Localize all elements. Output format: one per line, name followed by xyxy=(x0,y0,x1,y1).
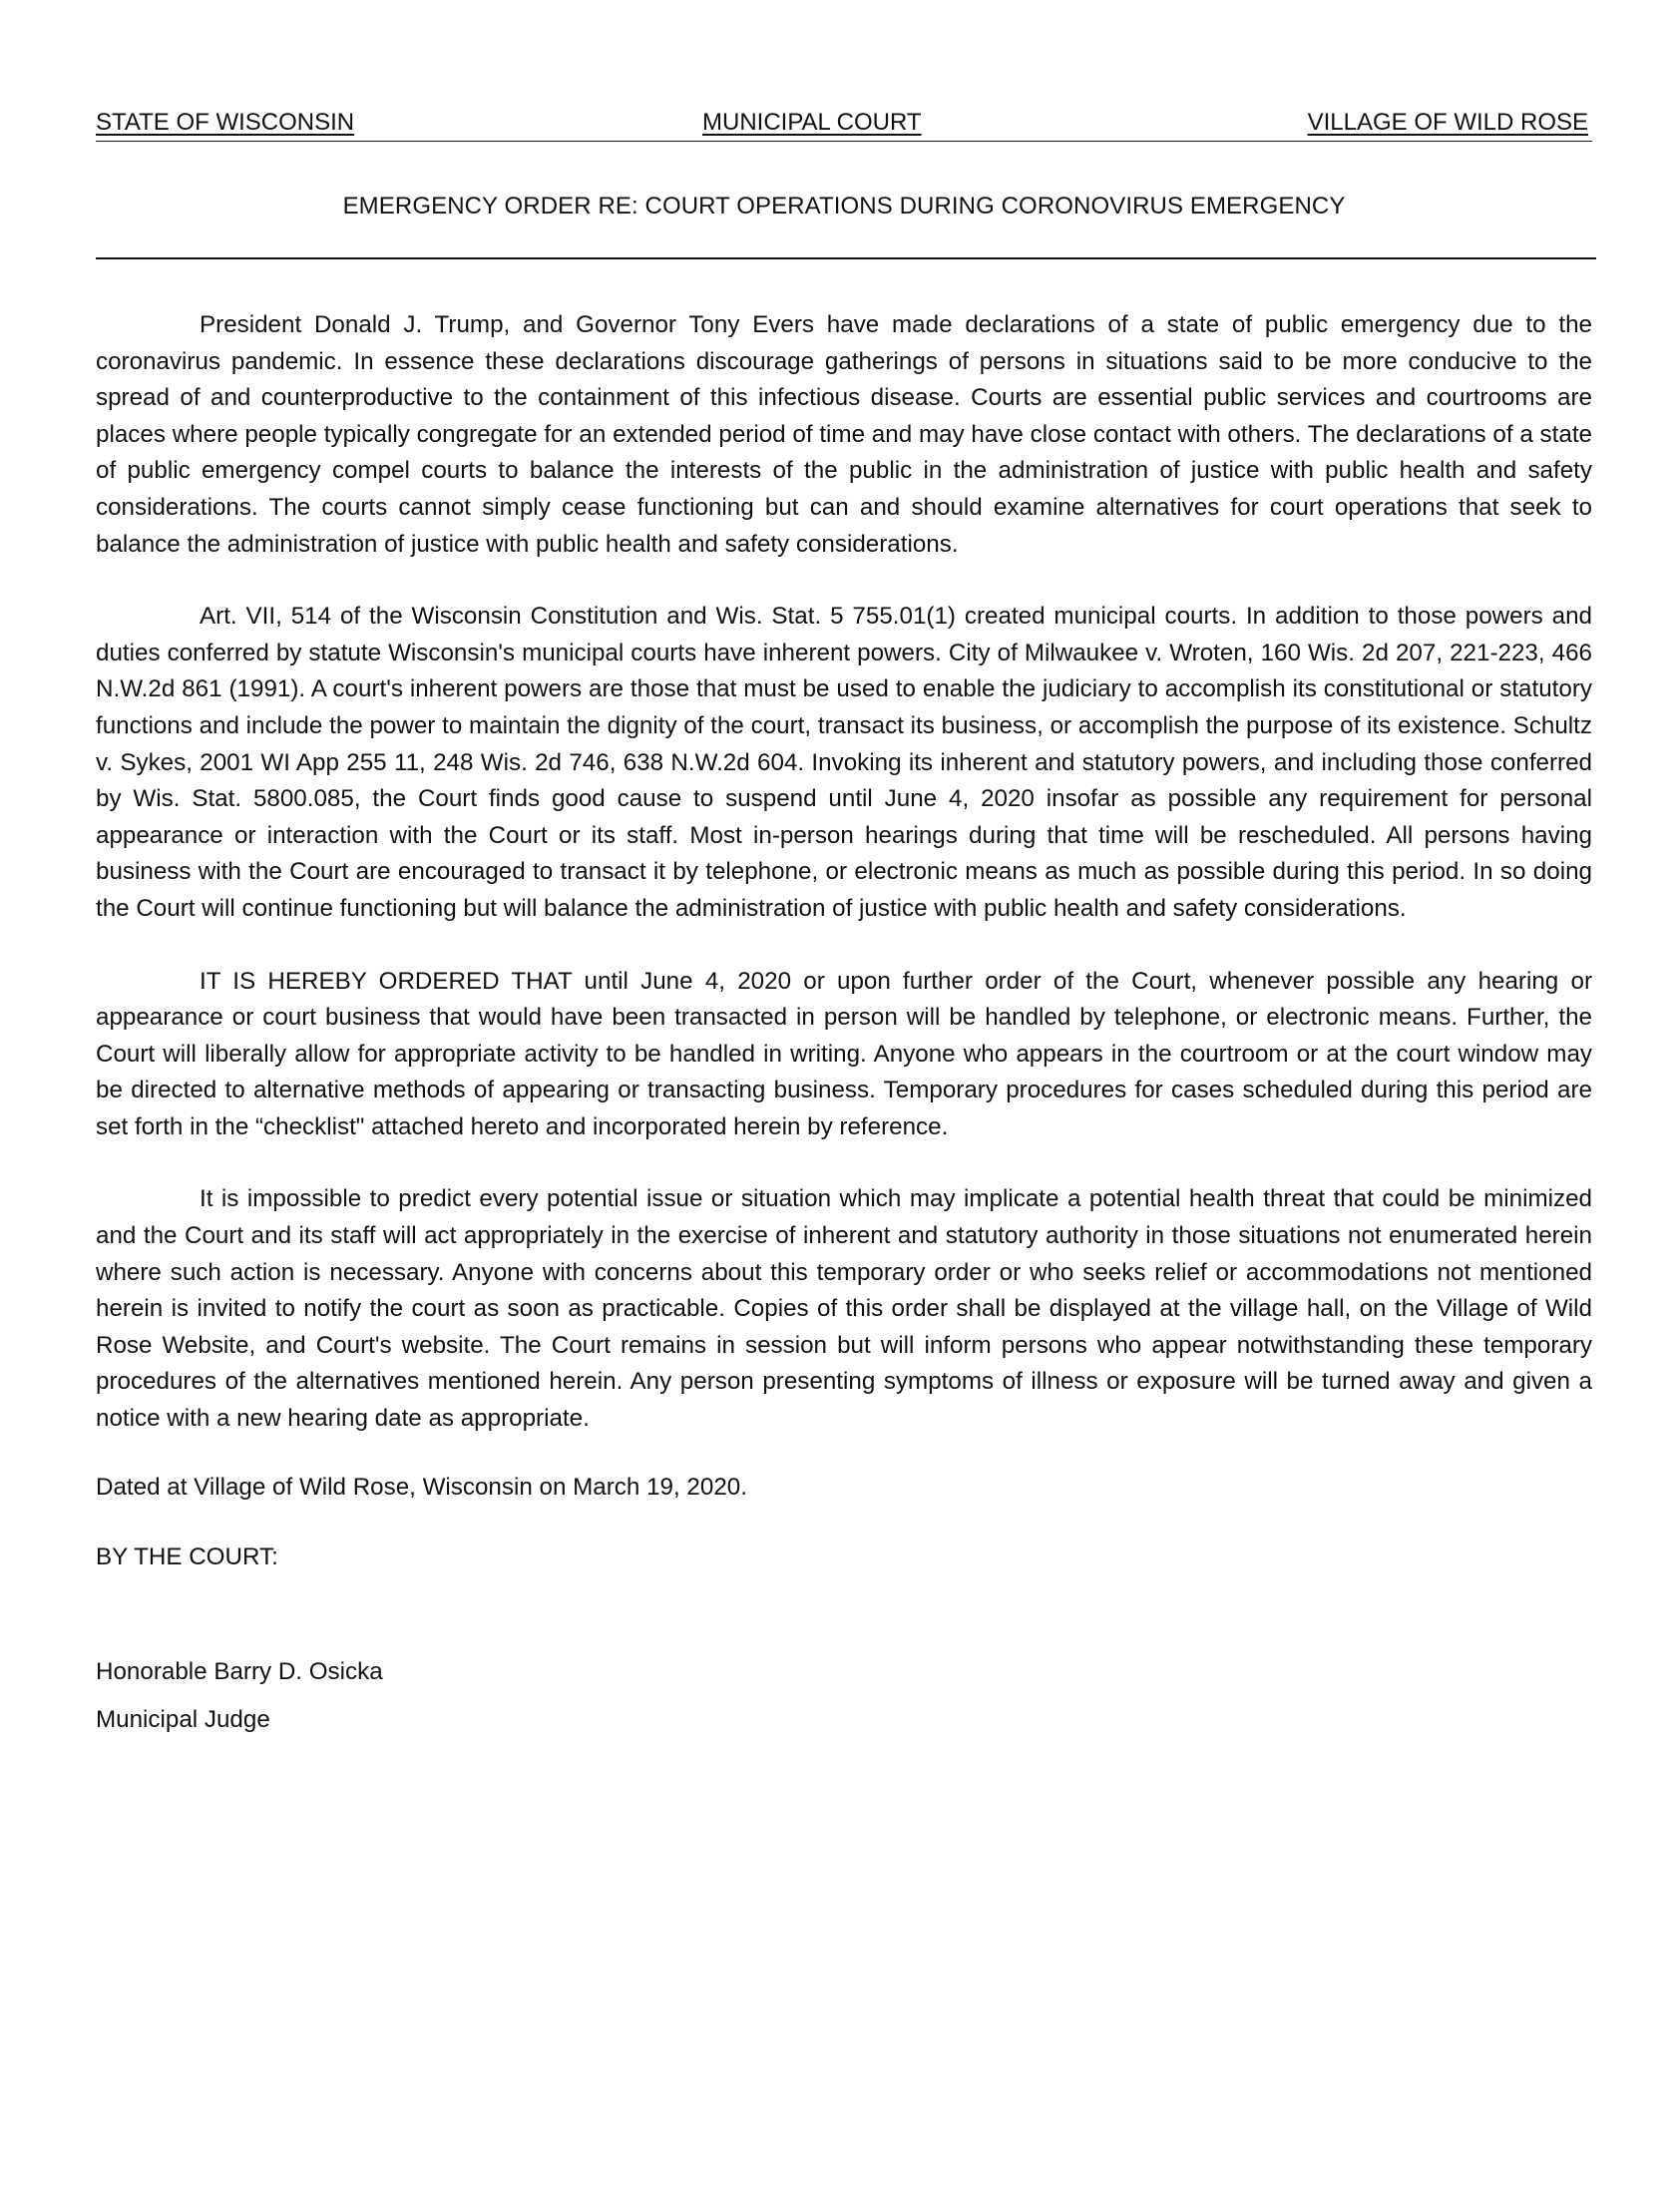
judge-name: Honorable Barry D. Osicka xyxy=(96,1657,383,1685)
document-page xyxy=(96,108,1592,1744)
paragraph-contingencies: It is impossible to predict every potential issue or situation which may implicate a potential health threat that could be minimized and the Court and its staff will act appropriately in the exercise of inherent and statutory authority in those situations not enumerated herein where such action is necessary. Anyone with concerns about this temporary order or who seeks relief or accommodations not mentioned herein is invited to notify the court as soon as practicable. Copies of this order shall be displayed at the village hall, on the Village of Wild Rose Website, and Court's website. The Court remains in session but will inform persons who appear notwithstanding these temporary procedures of the alternatives mentioned herein. Any person presenting symptoms of illness or exposure will be turned away and given a notice with a new hearing date as appropriate. xyxy=(96,1185,1592,1433)
judge-title: Municipal Judge xyxy=(96,1705,270,1733)
dated-line: Dated at Village of Wild Rose, Wisconsin on March 19, 2020. xyxy=(96,1473,747,1501)
case-caption xyxy=(96,108,1592,148)
paragraph-inherent-powers: Art. VII, 514 of the Wisconsin Constitution and Wis. Stat. 5 755.01(1) created municipal courts. In addition to those powers and duties conferred by statute Wisconsin's municipal courts have inherent powers. City of Milwaukee v. Wroten, 160 Wis. 2d 207, 221-223, 466 N.W.2d 861 (1991). A court's inherent powers are those that must be used to enable the judiciary to accomplish its constitutional or statutory functions and include the power to maintain the dignity of the court, transact its business, or accomplish the purpose of its existence. Schultz v. Sykes, 2001 WI App 255 11, 248 Wis. 2d 746, 638 N.W.2d 604. Invoking its inherent and statutory powers, and including those conferred by Wis. Stat. 5800.085, the Court finds good cause to suspend until June 4, 2020 insofar as possible any requirement for personal appearance or interaction with the Court or its staff. Most in-person hearings during that time will be rescheduled. All persons having business with the Court are encouraged to transact it by telephone, or electronic means as much as possible during this period. In so doing the Court will continue functioning but will balance the administration of justice with public health and safety considerations. xyxy=(96,603,1592,922)
title-divider xyxy=(96,257,1596,259)
order-title: EMERGENCY ORDER RE: COURT OPERATIONS DURING CORONOVIRUS EMERGENCY xyxy=(342,193,1346,219)
caption-state: STATE OF WISCONSIN xyxy=(96,109,355,136)
paragraph-order: IT IS HEREBY ORDERED THAT until June 4, 2020 or upon further order of the Court, whenever possible any hearing or appearance or court business that would have been transacted in person will be handled by telephone, or electronic means. Further, the Court will liberally allow for appropriate activity to be handled in writing. Anyone who appears in the courtroom or at the court window may be directed to alternative methods of appearing or transacting business. Temporary procedures for cases scheduled during this period are set forth in the “checklist" attached hereto and incorporated herein by reference. xyxy=(96,967,1592,1140)
caption-rule xyxy=(96,141,1592,142)
caption-village: VILLAGE OF WILD ROSE xyxy=(1307,109,1588,136)
by-the-court: BY THE COURT: xyxy=(96,1543,278,1571)
paragraph-declarations: President Donald J. Trump, and Governor Tony Evers have made declarations of a state of public emergency due to the coronavirus pandemic. In essence these declarations discourage gatherings of persons in situations said to be more conducive to the spread of and counterproductive to the containment of this infectious disease. Courts are essential public services and courtrooms are places where people typically congregate for an extended period of time and may have close contact with others. The declarations of a state of public emergency compel courts to balance the interests of the public in the administration of justice with public health and safety considerations. The courts cannot simply cease functioning but can and should examine alternatives for court operations that seek to balance the administration of justice with public health and safety considerations. xyxy=(96,311,1592,558)
caption-court: MUNICIPAL COURT xyxy=(702,109,922,136)
